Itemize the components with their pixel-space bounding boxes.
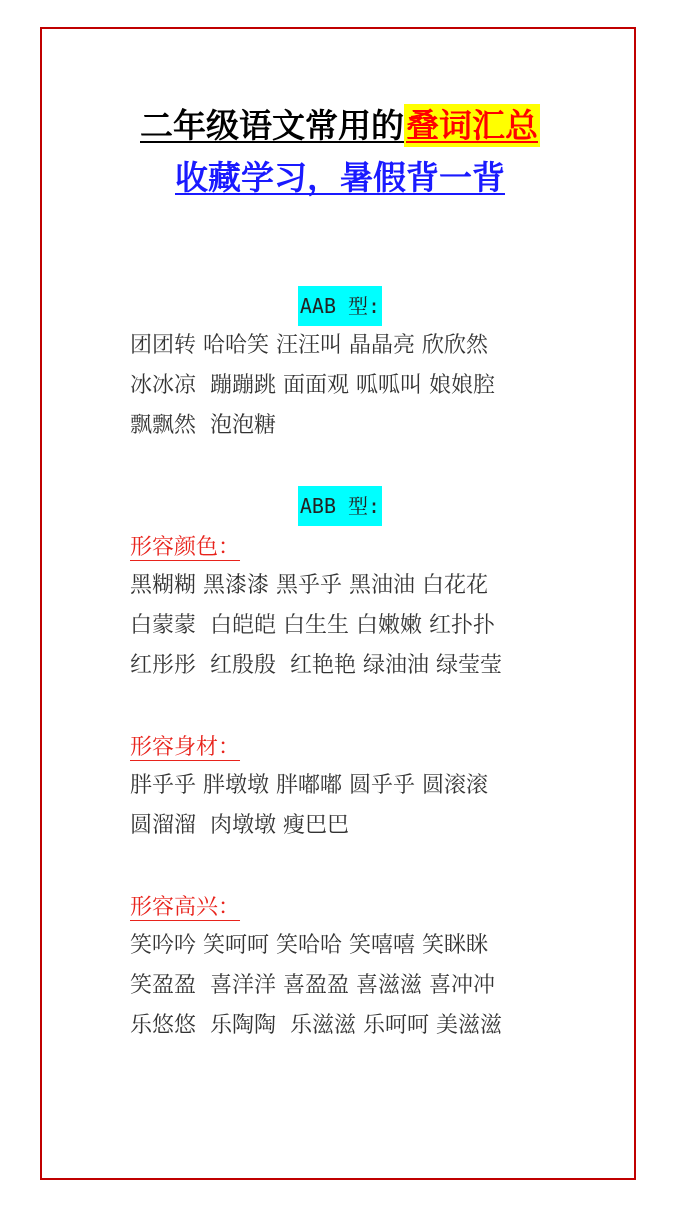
title-line-2 [0, 156, 680, 200]
subtitle: 收藏学习，暑假背一背 [175, 158, 505, 197]
abb-heading [0, 486, 680, 526]
body-line-1: 胖乎乎 胖墩墩 胖嘟嘟 圆乎乎 圆滚滚 [130, 773, 488, 798]
aab-line-3: 飘飘然 泡泡糖 [130, 413, 276, 438]
aab-heading-label: AAB 型: [298, 286, 382, 326]
aab-line-1: 团团转 哈哈笑 汪汪叫 晶晶亮 欣欣然 [130, 333, 488, 358]
happy-line-1: 笑吟吟 笑呵呵 笑哈哈 笑嘻嘻 笑眯眯 [130, 933, 488, 958]
aab-line-2: 冰冰凉 蹦蹦跳 面面观 呱呱叫 娘娘腔 [130, 373, 495, 398]
abb-heading-label: ABB 型: [298, 486, 382, 526]
color-line-2: 白蒙蒙 白皑皑 白生生 白嫩嫩 红扑扑 [130, 613, 495, 638]
category-body-label: 形容身材： [130, 735, 241, 760]
category-happy-label: 形容高兴： [130, 895, 241, 920]
title-highlight: 叠词汇总 [406, 106, 538, 145]
happy-line-2: 笑盈盈 喜洋洋 喜盈盈 喜滋滋 喜冲冲 [130, 973, 495, 998]
aab-heading [0, 286, 680, 326]
category-color-label: 形容颜色： [130, 535, 241, 560]
body-line-2: 圆溜溜 肉墩墩 瘦巴巴 [130, 813, 349, 838]
happy-line-3: 乐悠悠 乐陶陶 乐滋滋 乐呵呵 美滋滋 [130, 1013, 502, 1038]
title-main: 二年级语文常用的 [140, 106, 404, 145]
color-line-3: 红彤彤 红殷殷 红艳艳 绿油油 绿莹莹 [130, 653, 502, 678]
color-line-1: 黑糊糊 黑漆漆 黑乎乎 黑油油 白花花 [130, 573, 488, 598]
title-line-1 [0, 104, 680, 148]
